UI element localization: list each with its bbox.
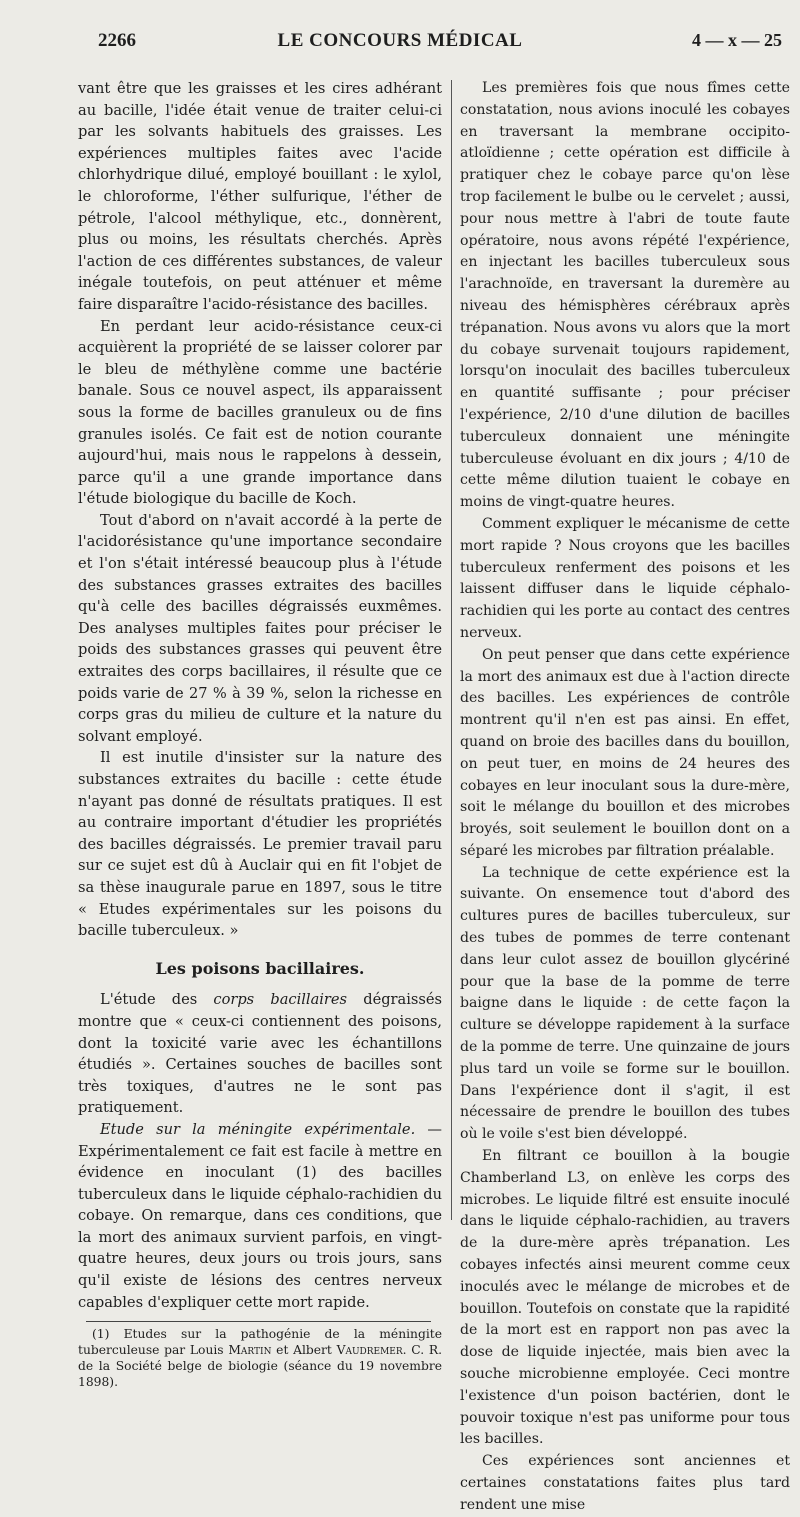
page-header <box>0 30 800 60</box>
fn-author-martin: Martin <box>228 1343 272 1358</box>
right-column <box>460 78 790 1513</box>
left-paragraph-4: Il est inutile d'insister sur la nature des substances extraites du bacille : cette étude n'ayant pas donné de résultats pratiques. Il est au contraire important d'étudier les propriétés des bacilles dégraissés. Le premier travail paru sur ce sujet est dû à Auclair qui en fit l'objet de sa thèse inaugurale parue en 1897, sous le titre « Etudes expérimentales sur les poisons du bacille tuberculeux. » <box>78 749 442 940</box>
left-paragraph-5 <box>78 989 442 1119</box>
p5-text-a: L'étude des <box>100 991 214 1009</box>
left-paragraph-6 <box>78 1119 442 1313</box>
left-column <box>78 78 443 1390</box>
p5-text-b: dégraissés montre que « ceux-ci contiennent des poisons, dont la toxicité varie avec les échantillons étudiés ». Certaines souches de bacilles sont très toxiques, d'autres ne le sont pas pratiquement. <box>78 991 442 1117</box>
footnote-rule <box>86 1321 431 1322</box>
issue-date: 4 — x — 25 <box>692 30 782 50</box>
fn-text-b: et Albert <box>271 1343 337 1358</box>
right-paragraph-5: En filtrant ce bouillon à la bougie Chamberland L3, on enlève les corps des microbes. Le liquide filtré est ensuite inoculé dans le liquide céphalo-rachidien, au travers de la dure-mère après trépanation. Les cobayes infectés ainsi meurent comme ceux inoculés avec le mélange de microbes et de bouillon. Toutefois on constate que la rapidité de la mort est en rapport non pas avec la dose de liquide injectée, mais bien avec la souche microbienne employée. Ceci montre l'existence d'un poison bactérien, dont le pouvoir toxique n'est pas uniforme pour tous les bacilles. <box>460 1148 790 1448</box>
right-paragraph-1: Les premières fois que nous fîmes cette constatation, nous avions inoculé les cobayes en traversant la membrane occipito-atloïdienne ; cette opération est difficile à pratiquer chez le cobaye parce qu'on lèse trop facilement le bulbe ou le cervelet ; aussi, pour nous mettre à l'abri de toute faute opératoire, nous avons répété l'expérience, en injectant les bacilles tuberculeux sous l'arachnoïde, en traversant la duremère au niveau des hémisphères cérébraux après trépanation. Nous avons vu alors que la mort du cobaye survenait toujours rapidement, lorsqu'on inoculait des bacilles tuberculeux en quantité suffisante ; pour préciser l'expérience, 2/10 d'une dilution de bacilles tuberculeux donnaient une méningite tuberculeuse évoluant en dix jours ; 4/10 de cette même dilution tuaient le cobaye en moins de vingt-quatre heures. <box>460 80 790 511</box>
right-paragraph-6: Ces expériences sont anciennes et certaines constatations faites plus tard rendent une mise <box>460 1453 790 1513</box>
left-paragraph-3: Tout d'abord on n'avait accordé à la perte de l'acidorésistance qu'une importance secondaire et l'on s'était intéressé beaucoup plus à l'étude des substances grasses extraites des bacilles qu'à celle des bacilles dégraissés euxmêmes. Des analyses multiples faites pour préciser le poids des substances grasses qui peuvent être extraites des corps bacillaires, il résulte que ce poids varie de 27 % à 39 %, selon la richesse en corps gras du milieu de culture et la nature du solvant employé. <box>78 511 442 745</box>
fn-author-vaudremer: Vaudremer <box>336 1343 403 1358</box>
p6-italic-heading: Etude sur la méningite expérimentale. <box>100 1120 416 1138</box>
right-paragraph-4: La technique de cette expérience est la suivante. On ensemence tout d'abord des cultures pures de bacilles tuberculeux, sur des tubes de pommes de terre contenant dans leur culot assez de bouillon glycériné pour que la base de la pomme de terre baigne dans le liquide : de cette façon la culture se développe rapidement à la surface de la pomme de terre. Une quinzaine de jours plus tard un voile se forme sur le bouillon. Dans l'expérience dont il s'agit, il est nécessaire de prendre le bouillon des tubes où le voile s'est bien développé. <box>460 864 790 1143</box>
footnote <box>78 1326 442 1390</box>
right-paragraph-3: On peut penser que dans cette expérience la mort des animaux est due à l'action directe des bacilles. Les expériences de contrôle montrent qu'il n'en est pas ainsi. En effet, quand on broie des bacilles dans du bouillon, on peut tuer, en moins de 24 heures des cobayes en leur inoculant sous la dure-mère, soit le mélange du bouillon et des microbes broyés, soit seulement le bouillon dont on a séparé les microbes par filtration préalable. <box>460 646 790 859</box>
p5-italic: corps bacillaires <box>213 991 348 1009</box>
journal-title: LE CONCOURS MÉDICAL <box>277 30 523 51</box>
right-paragraph-2: Comment expliquer le mécanisme de cette mort rapide ? Nous croyons que les bacilles tuberculeux renferment des poisons et les laissent diffuser dans le liquide céphalo-rachidien qui les porte au contact des centres nerveux. <box>460 515 790 641</box>
fn-text-a: (1) Etudes sur la pathogénie de la méningite tuberculeuse par Louis <box>78 1327 442 1358</box>
section-heading: Les poisons bacillaires. <box>155 958 365 978</box>
p6-text: — Expérimentalement ce fait est facile à mettre en évidence en inoculant (1) des bacilles tuberculeux dans le liquide céphalo-rachidien du cobaye. On remarque, dans ces conditions, que la mort des animaux survient parfois, en vingt-quatre heures, deux jours ou trois jours, sans qu'il existe de lésions des centres nerveux capables d'expliquer cette mort rapide. <box>78 1120 443 1311</box>
column-divider <box>451 80 452 1220</box>
fn-text-c: . C. R. de la Société belge de biologie (séance du 19 novembre 1898). <box>78 1343 442 1390</box>
left-paragraph-1: vant être que les graisses et les cires adhérant au bacille, l'idée était venue de traiter celui-ci par les solvants habituels des graisses. Les expériences multiples faites avec l'acide chlorhydrique dilué, employé bouillant : le xylol, le chloroforme, l'éther sulfurique, l'éther de pétrole, l'alcool méthylique, etc., donnèrent, plus ou moins, les résultats cherchés. Après l'action de ces différentes substances, de valeur inégale toutefois, on peut atténuer et même faire disparaître l'acido-résistance des bacilles. <box>78 80 442 313</box>
page-number: 2266 <box>98 30 136 51</box>
left-paragraph-2: En perdant leur acido-résistance ceux-ci acquièrent la propriété de se laisser colorer par le bleu de méthylène comme une bactérie banale. Sous ce nouvel aspect, ils apparaissent sous la forme de bacilles granuleux ou de fins granules isolés. Ce fait est de notion courante aujourd'hui, mais nous le rappelons à dessein, parce qu'il a une grande importance dans l'étude biologique du bacille de Koch. <box>78 317 442 508</box>
